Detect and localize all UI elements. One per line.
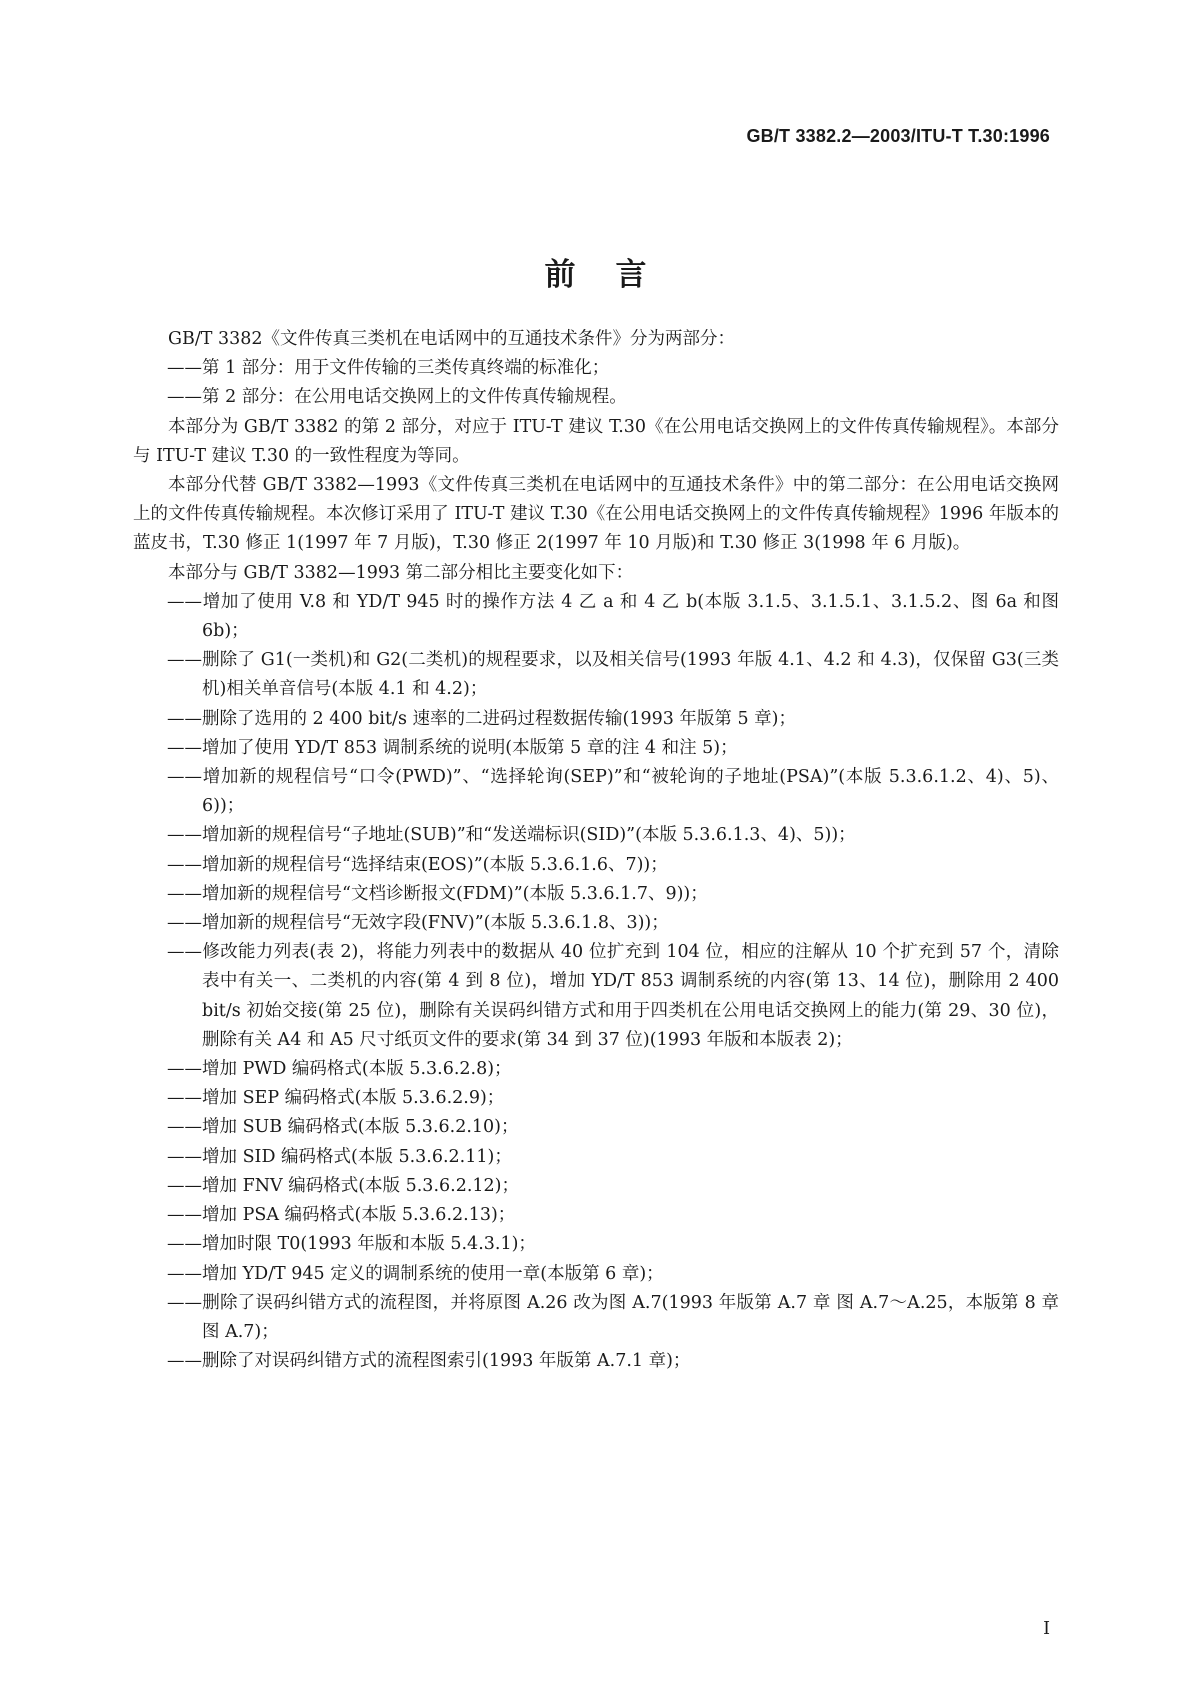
list-item: ——增加新的规程信号“子地址(SUB)”和“发送端标识(SID)”(本版 5.3.6.1.3、4)、5))； <box>167 825 856 846</box>
list-item: ——删除了对误码纠错方式的流程图索引(1993 年版第 A.7.1 章)； <box>167 1351 691 1372</box>
paragraph: 本部分与 GB/T 3382—1993 第二部分相比主要变化如下： <box>168 562 634 583</box>
list-item: ——删除了选用的 2 400 bit/s 速率的二进码过程数据传输(1993 年版第 5 章)； <box>167 708 797 729</box>
list-item: ——删除了误码纠错方式的流程图，并将原图 A.26 改为图 A.7(1993 年版第 A.7 章 图 A.7～A.25，本版第 8 章 图 A.7)； <box>167 1292 1059 1342</box>
list-item: ——增加 SEP 编码格式(本版 5.3.6.2.9)； <box>167 1088 505 1109</box>
list-item: ——增加 SUB 编码格式(本版 5.3.6.2.10)； <box>167 1117 519 1138</box>
page-number: I <box>1043 1619 1050 1639</box>
list-item: ——增加 PWD 编码格式(本版 5.3.6.2.8)； <box>167 1059 512 1080</box>
list-item: ——增加新的规程信号“选择结束(EOS)”(本版 5.3.6.1.6、7))； <box>167 854 668 875</box>
paragraph: GB/T 3382《文件传真三类机在电话网中的互通技术条件》分为两部分： <box>168 329 736 349</box>
list-item: ——增加 SID 编码格式(本版 5.3.6.2.11)； <box>167 1146 512 1167</box>
list-item: ——增加 PSA 编码格式(本版 5.3.6.2.13)； <box>167 1205 516 1226</box>
standard-code: GB/T 3382.2—2003/ITU-T T.30:1996 <box>746 126 1050 146</box>
list-item: ——删除了 G1(一类机)和 G2(二类机)的规程要求，以及相关信号(1993 年版 4.1、4.2 和 4.3)，仅保留 G3(三类机)相关单音信号(本版 4.1 和 4.2)； <box>167 650 1059 700</box>
preface-body <box>133 325 1059 1376</box>
paragraph: 本部分为 GB/T 3382 的第 2 部分，对应于 ITU-T 建议 T.30《在公用电话交换网上的文件传真传输规程》。本部分与 ITU-T 建议 T.30 的一致性程度为等同。 <box>133 416 1059 466</box>
list-item: ——修改能力列表(表 2)，将能力列表中的数据从 40 位扩充到 104 位，相应的注解从 10 个扩充到 57 个，清除表中有关一、二类机的内容(第 4 到 8 位)，增加 YD/T 853 调制系统的内容(第 13、14 位)，删除用 2 400 bit/s 初始交接(第 25 位)，删除有关误码纠错方式和用于四类机在公用电话交换网上的能力(第 29、30 位)，删除有关 A4 和 A5 尺寸纸页文件的要求(第 34 到 37 位)(1993 年版和本版表 2)； <box>167 942 1059 1050</box>
list-item: ——增加时限 T0(1993 年版和本版 5.4.3.1)； <box>167 1234 536 1255</box>
list-item: ——增加新的规程信号“无效字段(FNV)”(本版 5.3.6.1.8、3))； <box>167 913 669 934</box>
list-item: ——增加 FNV 编码格式(本版 5.3.6.2.12)； <box>167 1175 519 1196</box>
list-item: ——增加 YD/T 945 定义的调制系统的使用一章(本版第 6 章)； <box>167 1263 664 1284</box>
page-title: 前言 <box>544 256 687 293</box>
list-item: ——第 1 部分：用于文件传输的三类传真终端的标准化； <box>167 358 610 379</box>
list-item: ——第 2 部分：在公用电话交换网上的文件传真传输规程。 <box>167 387 627 408</box>
list-item: ——增加新的规程信号“文档诊断报文(FDM)”(本版 5.3.6.1.7、9))； <box>167 883 708 904</box>
list-item: ——增加新的规程信号“口令(PWD)”、“选择轮询(SEP)”和“被轮询的子地址(PSA)”(本版 5.3.6.1.2、4)、5)、6))； <box>167 767 1059 817</box>
list-item: ——增加了使用 V.8 和 YD/T 945 时的操作方法 4 乙 a 和 4 乙 b(本版 3.1.5、3.1.5.1、3.1.5.2、图 6a 和图 6b)； <box>167 591 1059 642</box>
list-item: ——增加了使用 YD/T 853 调制系统的说明(本版第 5 章的注 4 和注 5)； <box>167 737 738 758</box>
paragraph: 本部分代替 GB/T 3382—1993《文件传真三类机在电话网中的互通技术条件》中的第二部分：在公用电话交换网上的文件传真传输规程。本次修订采用了 ITU-T 建议 T.30《在公用电话交换网上的文件传真传输规程》1996 年版本的蓝皮书，T.30 修正 1(1997 年 7 月版)，T.30 修正 2(1997 年 10 月版)和 T.30 修正 3(1998 年 6 月版)。 <box>133 475 1059 554</box>
